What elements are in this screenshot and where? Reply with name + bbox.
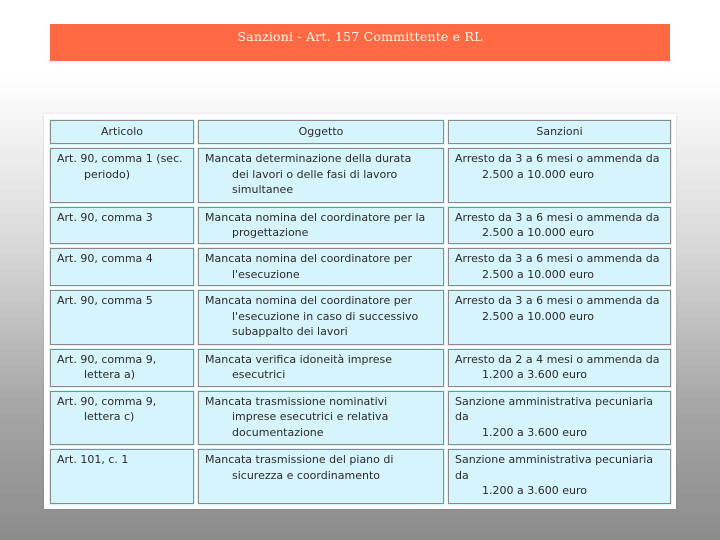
cell-articolo-line: periodo) — [84, 167, 131, 181]
cell-articolo-line: lettera a) — [84, 368, 136, 382]
cell-articolo — [48, 246, 196, 288]
cell-articolo-line: Art. 90, comma 9, — [57, 352, 157, 366]
cell-oggetto — [196, 389, 446, 448]
column-header-articolo: Articolo — [48, 118, 196, 146]
slide-title-bar — [50, 24, 670, 61]
cell-oggetto — [196, 205, 446, 247]
cell-oggetto-line: Mancata nomina del coordinatore per la — [205, 210, 426, 224]
cell-oggetto-line: Mancata nomina del coordinatore per — [205, 252, 412, 266]
cell-oggetto-line: progettazione — [232, 226, 309, 240]
column-header-oggetto: Oggetto — [196, 118, 446, 146]
cell-oggetto-line: imprese esecutrici e relativa — [232, 410, 389, 424]
table-row — [48, 447, 673, 506]
cell-oggetto-line: l'esecuzione — [232, 267, 300, 281]
table-body — [48, 146, 673, 506]
cell-oggetto-line: Mancata trasmissione nominativi — [205, 394, 388, 408]
cell-sanzioni — [446, 205, 673, 247]
cell-articolo-line: Art. 90, comma 1 (sec. — [57, 152, 183, 165]
cell-oggetto-line: Mancata verifica idoneità imprese — [205, 352, 393, 366]
cell-oggetto — [196, 288, 446, 347]
cell-sanzioni — [446, 389, 673, 448]
cell-sanzioni-line: 1.200 a 3.600 euro — [482, 425, 587, 439]
cell-articolo — [48, 146, 196, 205]
cell-sanzioni-line: 2.500 a 10.000 euro — [482, 226, 594, 240]
column-header-sanzioni: Sanzioni — [446, 118, 673, 146]
cell-articolo-line: Art. 90, comma 9, — [57, 394, 157, 408]
cell-oggetto-line: sicurezza e coordinamento — [232, 468, 380, 482]
cell-articolo — [48, 347, 196, 389]
cell-oggetto-line: simultanee — [232, 183, 294, 196]
cell-sanzioni — [446, 246, 673, 288]
table-header-row — [48, 118, 673, 146]
cell-oggetto-line: esecutrici — [232, 368, 286, 382]
cell-oggetto-line: l'esecuzione in caso di successivo — [232, 309, 419, 323]
cell-oggetto-line: Mancata trasmissione del piano di — [205, 453, 394, 467]
cell-sanzioni-line: Sanzione amministrativa pecuniaria da — [455, 394, 654, 424]
cell-sanzioni-line: 2.500 a 10.000 euro — [482, 267, 594, 281]
cell-articolo — [48, 205, 196, 247]
cell-oggetto-line: dei lavori o delle fasi di lavoro — [232, 167, 398, 181]
cell-articolo — [48, 389, 196, 448]
cell-articolo — [48, 288, 196, 347]
cell-oggetto-line: Mancata determinazione della durata — [205, 152, 412, 165]
cell-sanzioni-line: 2.500 a 10.000 euro — [482, 167, 594, 181]
slide-title: Sanzioni - Art. 157 Committente e RL — [237, 29, 483, 44]
cell-oggetto — [196, 347, 446, 389]
cell-sanzioni-line: Arresto da 3 a 6 mesi o ammenda da — [455, 210, 660, 224]
cell-articolo-line: Art. 101, c. 1 — [57, 453, 129, 467]
cell-articolo-line: lettera c) — [84, 410, 135, 424]
cell-oggetto-line: documentazione — [232, 425, 324, 439]
cell-sanzioni-line: Arresto da 2 a 4 mesi o ammenda da — [455, 352, 660, 366]
table-row — [48, 288, 673, 347]
cell-sanzioni-line: 2.500 a 10.000 euro — [482, 309, 594, 323]
cell-articolo — [48, 447, 196, 506]
cell-sanzioni-line: 1.200 a 3.600 euro — [482, 368, 587, 382]
cell-sanzioni-line: Sanzione amministrativa pecuniaria da — [455, 453, 654, 482]
table-row — [48, 347, 673, 389]
cell-sanzioni-line: Arresto da 3 a 6 mesi o ammenda da — [455, 294, 660, 308]
cell-articolo-line: Art. 90, comma 4 — [57, 252, 153, 266]
cell-sanzioni — [446, 146, 673, 205]
cell-oggetto — [196, 246, 446, 288]
table-row — [48, 205, 673, 247]
table-row — [48, 246, 673, 288]
table-row — [48, 146, 673, 205]
cell-sanzioni — [446, 288, 673, 347]
cell-sanzioni — [446, 347, 673, 389]
cell-articolo-line: Art. 90, comma 5 — [57, 294, 153, 308]
cell-sanzioni-line: Arresto da 3 a 6 mesi o ammenda da — [455, 152, 660, 165]
cell-sanzioni-line: 1.200 a 3.600 euro — [482, 484, 587, 498]
table-row — [48, 389, 673, 448]
cell-oggetto-line: Mancata nomina del coordinatore per — [205, 294, 412, 308]
cell-oggetto — [196, 146, 446, 205]
sanctions-table-frame — [44, 114, 676, 509]
cell-articolo-line: Art. 90, comma 3 — [57, 210, 153, 224]
cell-sanzioni-line: Arresto da 3 a 6 mesi o ammenda da — [455, 252, 660, 266]
cell-oggetto-line: subappalto dei lavori — [232, 325, 348, 339]
sanctions-table — [47, 117, 674, 507]
cell-sanzioni — [446, 447, 673, 506]
cell-oggetto — [196, 447, 446, 506]
